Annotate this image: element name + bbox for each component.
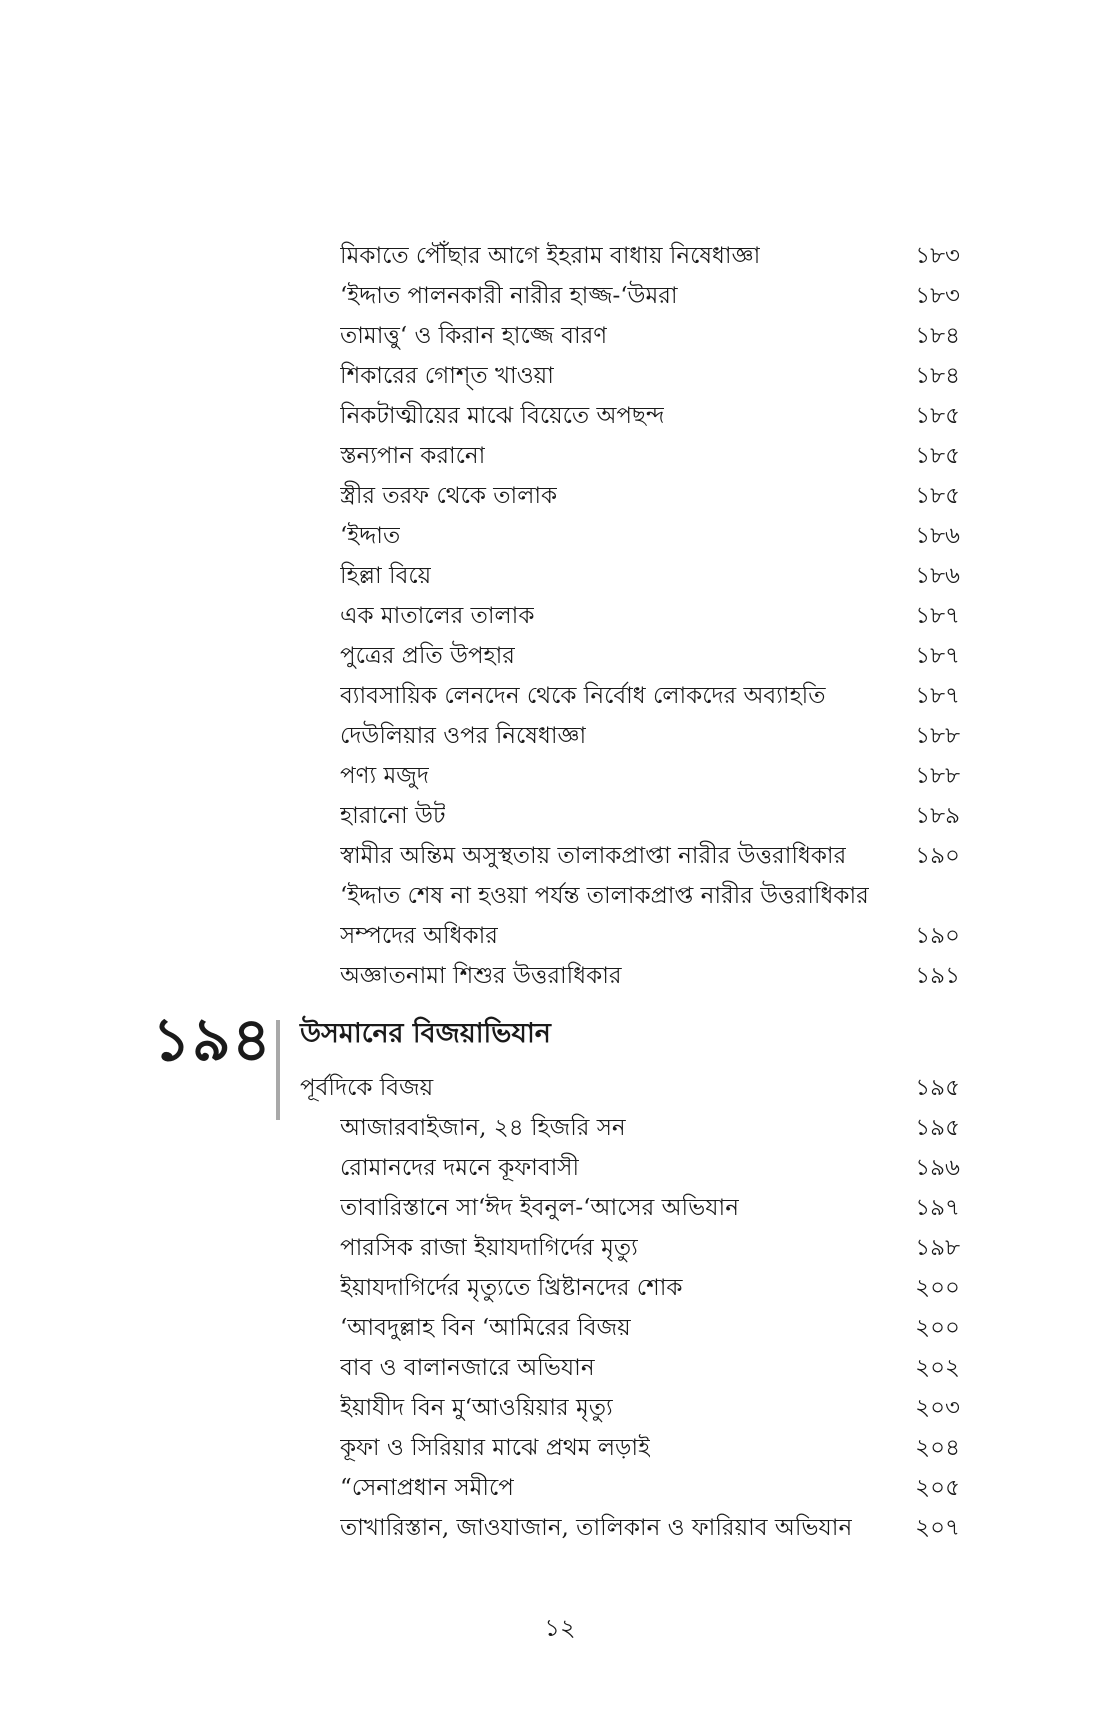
toc-entry [340,1148,960,1188]
toc-entry-label: ‘ইদ্দাত শেষ না হওয়া পর্যন্ত তালাকপ্রাপ্ত নারীর উত্তরাধিকার [340,883,869,909]
toc-entry-page: ১৮৮ [915,763,960,789]
toc-entry [340,596,960,636]
chapter-divider [276,1020,280,1120]
toc-entry-label: নিকটাত্মীয়ের মাঝে বিয়েতে অপছন্দ [340,403,665,429]
toc-entry-page: ১৯৫ [915,1115,960,1141]
toc-entry [340,436,960,476]
toc-entry-page: ১৯০ [915,923,960,949]
toc-entry [340,796,960,836]
toc-entry-label: আজারবাইজান, ২৪ হিজরি সন [340,1115,626,1141]
section-heading-page: ১৯৫ [915,1075,960,1101]
toc-entry-label: বাব ও বালানজারে অভিযান [340,1355,595,1381]
toc-entry-label: ‘আবদুল্লাহ বিন ‘আমিরের বিজয় [340,1315,631,1341]
toc-entry-page: ১৮৩ [915,283,960,309]
toc-entry [340,636,960,676]
toc-entry-page: ১৮৭ [915,643,960,669]
toc-entry-label: দেউলিয়ার ওপর নিষেধাজ্ঞা [340,723,587,749]
toc-entry-label: ‘ইদ্দাত পালনকারী নারীর হাজ্জ-‘উমরা [340,283,678,309]
toc-entry [340,356,960,396]
toc-entry-page: ২০৩ [915,1395,960,1421]
toc-entry-label: শিকারের গোশ্‌ত খাওয়া [340,363,554,389]
toc-entry [340,236,960,276]
toc-entry-label: সম্পদের অধিকার [340,923,498,949]
toc-entry-page: ২০৫ [915,1475,960,1501]
toc-entry-label: হিল্লা বিয়ে [340,563,432,589]
toc-entry-label: কূফা ও সিরিয়ার মাঝে প্রথম লড়াই [340,1435,651,1461]
toc-entry-label: পণ্য মজুদ [340,763,429,789]
toc-entry-label: এক মাতালের তালাক [340,603,535,629]
toc-entry-label: স্ত্রীর তরফ থেকে তালাক [340,483,558,509]
toc-entry-label: রোমানদের দমনে কূফাবাসী [340,1155,580,1181]
toc-entry-page: ১৮৬ [915,563,960,589]
toc-entry [340,916,960,956]
page-number: ১২ [544,1614,576,1642]
toc-entry [340,1188,960,1228]
toc-entry-page: ১৮৫ [915,403,960,429]
toc-entry-page: ২০৭ [915,1515,960,1541]
toc-entry-label: পুত্রের প্রতি উপহার [340,643,515,669]
toc-entry-label: “সেনাপ্রধান সমীপে [340,1475,514,1501]
toc-entry-page: ১৮৫ [915,443,960,469]
section-heading [300,1068,960,1108]
toc-entry-label: অজ্ঞাতনামা শিশুর উত্তরাধিকার [340,963,622,989]
toc-entry [340,1348,960,1388]
toc-entry-page: ১৯১ [915,963,960,989]
toc-entry-page: ১৯৭ [915,1195,960,1221]
toc-entry [340,476,960,516]
section-heading-label: পূর্বদিকে বিজয় [300,1075,434,1101]
toc-entry [340,316,960,356]
toc-entry-page: ১৮৪ [915,323,960,349]
toc-entry-page: ১৮৭ [915,683,960,709]
toc-entry-label: ‘ইদ্দাত [340,523,401,549]
toc-entry [340,716,960,756]
toc-entry-page: ১৮৮ [915,723,960,749]
toc-entry-label: ইয়াযদাগির্দের মৃত্যুতে খ্রিষ্টানদের শোক [340,1275,683,1301]
toc-entry-page: ১৯৬ [915,1155,960,1181]
toc-entry [340,956,960,996]
toc-entry-label: ব্যাবসায়িক লেনদেন থেকে নির্বোধ লোকদের অব্যাহতি [340,683,826,709]
toc-entry-label: পারসিক রাজা ইয়াযদাগির্দের মৃত্যু [340,1235,638,1261]
toc-entry [340,1308,960,1348]
toc-entry-label: স্বামীর অন্তিম অসুস্থতায় তালাকপ্রাপ্তা নারীর উত্তরাধিকার [340,843,847,869]
toc-entry-page: ২০৪ [915,1435,960,1461]
toc-entry [340,1508,960,1548]
toc-entry [340,276,960,316]
toc-entry-page: ১৮৩ [915,243,960,269]
toc-entry [340,756,960,796]
toc-entry-label: হারানো উট [340,803,446,829]
toc-entry [340,676,960,716]
toc-entry-label: ইয়াযীদ বিন মু‘আওয়িয়ার মৃত্যু [340,1395,613,1421]
toc-entry [340,1228,960,1268]
toc-entry-label: তাবারিস্তানে সা‘ঈদ ইবনুল-‘আসের অভিযান [340,1195,739,1221]
toc-entry [340,1108,960,1148]
toc-entry-label: তামাত্তু‘ ও কিরান হাজ্জে বারণ [340,323,608,349]
toc-entry [340,556,960,596]
chapter-number: ১৯৪ [152,1005,272,1075]
toc-entry-page: ১৯০ [915,843,960,869]
toc-entry-page: ১৯৮ [915,1235,960,1261]
toc-entry [340,516,960,556]
chapter-title: উসমানের বিজয়াভিযান [300,1018,551,1049]
toc-entry-page: ১৮৪ [915,363,960,389]
toc-entry-label: মিকাতে পৌঁছার আগে ইহরাম বাধায় নিষেধাজ্ঞা [340,243,761,269]
toc-entry [340,396,960,436]
toc-entry [340,1428,960,1468]
toc-list-part2 [340,1108,960,1548]
toc-entry-label: স্তন্যপান করানো [340,443,486,469]
toc-entry [340,876,960,916]
toc-entry-page: ২০০ [915,1275,960,1301]
toc-entry-page: ১৮৬ [915,523,960,549]
toc-entry-page: ১৮৯ [915,803,960,829]
toc-entry-page: ১৮৭ [915,603,960,629]
toc-entry-page: ২০০ [915,1315,960,1341]
toc-entry [340,1468,960,1508]
toc-entry [340,1268,960,1308]
toc-list-part1 [340,236,960,996]
toc-entry [340,1388,960,1428]
toc-entry-page: ১৮৫ [915,483,960,509]
toc-entry-label: তাখারিস্তান, জাওযাজান, তালিকান ও ফারিয়াব অভিযান [340,1515,853,1541]
toc-entry-page: ২০২ [915,1355,960,1381]
toc-entry [340,836,960,876]
